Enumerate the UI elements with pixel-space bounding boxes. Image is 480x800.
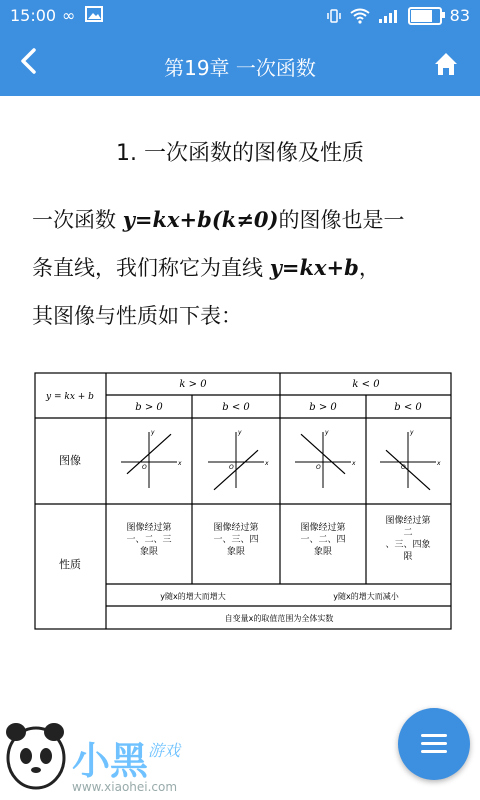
increase-text: y随x的增大而增大 [160,592,226,601]
property-text-line: 图像经过第 [126,523,172,533]
graph-1 [121,429,182,488]
para-line-3: 其图像与性质如下表： [32,304,242,328]
infinity-icon: ∞ [62,6,76,25]
battery-icon [408,7,442,25]
watermark-sub: 游戏 [148,741,181,760]
row-label-property: 性质 [59,558,81,571]
math-formula: y=kx+b [269,255,359,280]
header-k-pos: k > 0 [179,379,207,390]
y-axis-label: y [151,429,155,436]
intro-paragraph [32,196,452,340]
graph-3 [295,429,356,488]
battery-percent: 83 [449,6,470,25]
app-bar [0,32,480,96]
y-axis-label: y [325,429,329,436]
x-axis-label: x [265,460,269,467]
status-bar [0,0,480,32]
domain-text: 自变量x的取值范围为全体实数 [224,614,334,623]
property-text-line: 一、二、三 [126,535,172,545]
property-text-line: 限 [403,552,413,562]
property-cells [126,514,430,562]
status-time: 15:00 [10,6,57,25]
watermark-brand: 小黑 [72,739,149,783]
property-text-line: 象限 [313,547,333,557]
property-text-line: 一、三、四 [213,535,259,545]
x-axis-label: x [178,460,182,467]
section-title: 1. 一次函数的图像及性质 [116,141,364,166]
property-text-line: 一、二、四 [300,535,346,545]
header-b-neg-2: b < 0 [394,402,422,413]
header-b-neg-1: b < 0 [222,402,250,413]
wifi-icon [350,8,370,24]
row-label-graph: 图像 [59,454,81,467]
watermark-url: www.xiaohei.com [72,780,178,794]
graph-cells [121,429,441,490]
header-k-neg: k < 0 [352,379,380,390]
battery-level [411,10,433,22]
math-formula: y=kx+b(k≠0) [122,207,279,232]
image-icon [85,6,103,22]
origin-label: O [401,464,406,471]
origin-label: O [229,464,234,471]
page-title: 第19章 一次函数 [164,56,316,80]
y-axis-label: y [410,429,414,436]
menu-fab-button[interactable] [398,708,470,780]
function-properties-table [34,372,452,630]
x-axis-label: x [437,460,441,467]
origin-label: O [316,464,321,471]
home-button[interactable] [432,50,460,78]
header-b-pos-2: b > 0 [309,402,337,413]
vibrate-icon [326,8,342,24]
y-axis-label: y [238,429,242,436]
graph-4 [380,429,441,490]
property-text-line: 、三、四象 [385,540,431,550]
graph-2 [208,429,269,490]
header-b-pos-1: b > 0 [135,402,163,413]
origin-label: O [142,464,147,471]
property-text-line: 象限 [139,547,159,557]
property-text-line: 图像经过第 [213,523,259,533]
para-line-2: 条直线，我们称它为直线 y=kx+b， [32,255,380,280]
property-text-line: 图像经过第 [385,516,431,526]
status-left-icons [62,6,103,25]
header-formula: y = kx + b [46,392,94,402]
x-axis-label: x [352,460,356,467]
property-text-line: 图像经过第 [300,523,346,533]
home-icon [432,50,460,78]
decrease-text: y随x的增大而减小 [333,592,399,601]
signal-icon [378,8,400,24]
property-text-line: 象限 [226,547,246,557]
property-text-line: 二 [403,528,413,538]
para-line-1: 一次函数 y=kx+b(k≠0)的图像也是一 [32,207,405,232]
status-right-icons [326,6,470,25]
